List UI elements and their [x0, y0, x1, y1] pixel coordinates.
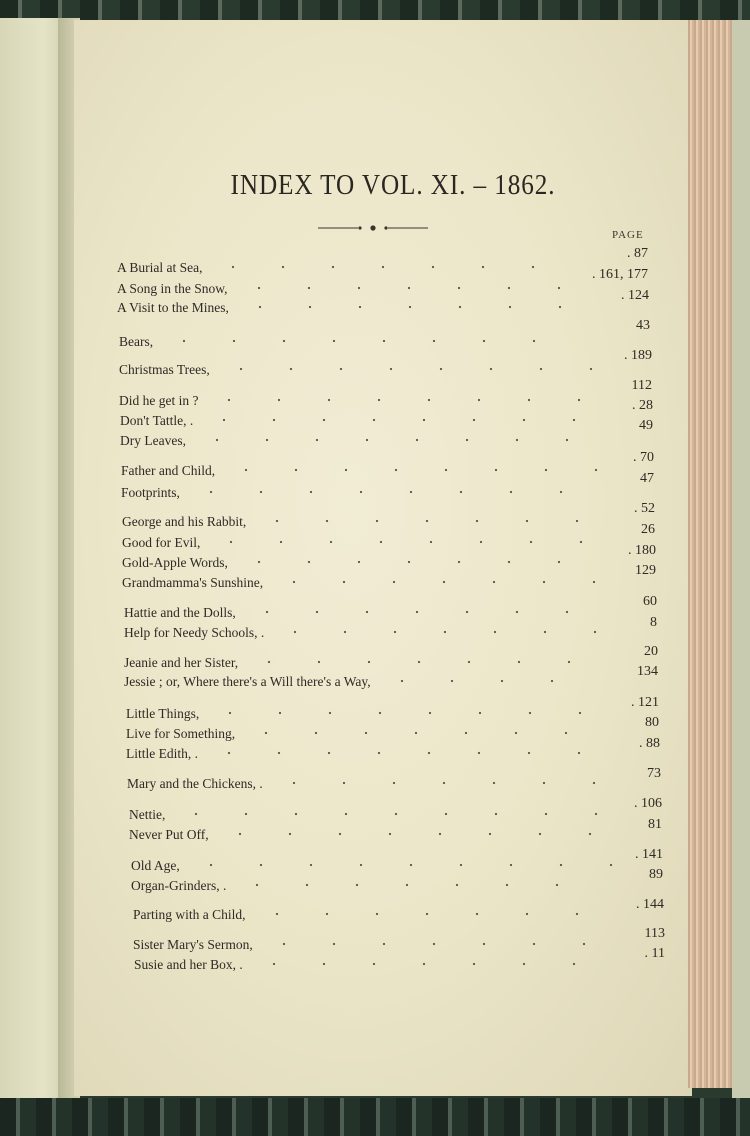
- page-number: . 87: [627, 246, 648, 261]
- page-number: 89: [649, 867, 663, 882]
- index-entry: [126, 706, 616, 724]
- page-number: 47: [640, 471, 654, 486]
- entry-title: Susie and her Box, .: [134, 957, 243, 972]
- index-entry: [134, 957, 624, 975]
- entry-title: Father and Child,: [121, 463, 216, 478]
- entry-title: A Burial at Sea,: [117, 260, 203, 275]
- entry-title: Live for Something,: [126, 726, 236, 741]
- dot-leader: [186, 487, 595, 497]
- page-number: 49: [639, 418, 653, 433]
- page-number: . 189: [624, 348, 652, 363]
- entry-title: Little Things,: [126, 706, 200, 721]
- ornament-divider-icon: [318, 225, 428, 231]
- page-number: . 88: [639, 736, 660, 751]
- index-entry: [117, 260, 557, 278]
- page-number: 8: [650, 615, 657, 630]
- page-number: . 124: [621, 288, 649, 303]
- index-entry: [126, 746, 616, 764]
- page-number: 112: [631, 378, 652, 393]
- dot-leader: [232, 880, 605, 890]
- index-entry: [129, 807, 619, 825]
- entry-title: Organ-Grinders, .: [131, 878, 227, 893]
- entry-title: Old Age,: [131, 858, 180, 873]
- entry-title: Little Edith, .: [126, 746, 198, 761]
- page-number: 129: [635, 563, 656, 578]
- book-binding-top: [0, 0, 750, 22]
- page-number: 60: [643, 594, 657, 609]
- index-entry: [122, 575, 602, 593]
- page-number: 81: [648, 817, 662, 832]
- entry-title: Good for Evil,: [122, 535, 201, 550]
- index-entry: [131, 878, 611, 896]
- index-entry: [131, 858, 621, 876]
- entry-title: George and his Rabbit,: [122, 514, 247, 529]
- index-entry: [124, 674, 604, 692]
- dot-leader: [208, 262, 551, 272]
- index-entry: [133, 907, 623, 925]
- entry-title: Mary and the Chickens, .: [127, 776, 263, 791]
- dot-leader: [234, 283, 571, 293]
- book-binding-bottom: [0, 1098, 750, 1136]
- entry-title: Nettie,: [129, 807, 166, 822]
- entry-title: Jeanie and her Sister,: [124, 655, 239, 670]
- page-title: [38, 170, 713, 202]
- entry-title: Sister Mary's Sermon,: [133, 937, 253, 952]
- entry-title: Dry Leaves,: [120, 433, 186, 448]
- entry-title: Did he get in ?: [119, 393, 199, 408]
- index-entry: [121, 463, 611, 481]
- page-number: 43: [636, 318, 650, 333]
- index-entry: [129, 827, 609, 845]
- index-entry: [124, 625, 614, 643]
- entry-title: Christmas Trees,: [119, 362, 210, 377]
- entry-title: A Visit to the Mines,: [117, 300, 229, 315]
- entry-title: A Song in the Snow,: [117, 281, 228, 296]
- entry-title: Hattie and the Dolls,: [124, 605, 236, 620]
- entry-title: Never Put Off,: [129, 827, 209, 842]
- index-entry: [117, 300, 587, 318]
- page-number: . 144: [636, 897, 664, 912]
- book-cover-edge: [732, 20, 750, 1100]
- page-number: 26: [641, 522, 655, 537]
- dot-leader: [192, 435, 594, 445]
- page-number: . 121: [631, 695, 659, 710]
- index-entry: [120, 413, 605, 431]
- dot-leader: [171, 809, 613, 819]
- dot-leader: [235, 302, 581, 312]
- index-entry: [117, 281, 577, 299]
- dot-leader: [199, 415, 599, 425]
- dot-leader: [186, 860, 615, 870]
- page-number: . 28: [632, 398, 653, 413]
- page-number: . 180: [628, 543, 656, 558]
- page-number: . 11: [644, 946, 665, 961]
- page-number: . 70: [633, 450, 654, 465]
- index-entry: [121, 485, 601, 503]
- page-number: 80: [645, 715, 659, 730]
- index-entry: [133, 937, 613, 955]
- index-entry: [119, 393, 599, 411]
- entry-title: Gold-Apple Words,: [122, 555, 228, 570]
- entry-title: Parting with a Child,: [133, 907, 246, 922]
- dot-leader: [204, 395, 593, 405]
- page-number: 20: [644, 644, 658, 659]
- page-column-label: PAGE: [612, 229, 644, 241]
- page-number: . 52: [634, 501, 655, 516]
- dot-leader: [159, 336, 583, 346]
- index-entry: [119, 362, 599, 380]
- entry-title: Help for Needy Schools, .: [124, 625, 265, 640]
- index-entry: [126, 726, 611, 744]
- entry-title: Grandmamma's Sunshine,: [122, 575, 264, 590]
- dot-leader: [206, 537, 601, 547]
- page-title-text: INDEX TO VOL. XI. – 1862.: [230, 170, 556, 201]
- entry-title: Bears,: [119, 334, 154, 349]
- index-entry: [127, 776, 607, 794]
- index-entry: [122, 555, 612, 573]
- index-entry: [122, 535, 607, 553]
- page-number: . 161, 177: [592, 267, 648, 282]
- index-entry: [124, 655, 619, 673]
- entry-title: Don't Tattle, .: [120, 413, 194, 428]
- page-number: . 106: [634, 796, 662, 811]
- index-entry: [122, 514, 612, 532]
- entry-title: Footprints,: [121, 485, 180, 500]
- page-number: . 141: [635, 847, 663, 862]
- page-number: 113: [644, 926, 665, 941]
- page-number: 73: [647, 766, 661, 781]
- dot-leader: [215, 829, 603, 839]
- index-entry: [124, 605, 609, 623]
- page-number: 134: [637, 664, 658, 679]
- dot-leader: [216, 364, 593, 374]
- entry-title: Jessie ; or, Where there's a Will there's a Way,: [124, 674, 371, 689]
- index-entry: [120, 433, 600, 451]
- index-entry: [119, 334, 589, 352]
